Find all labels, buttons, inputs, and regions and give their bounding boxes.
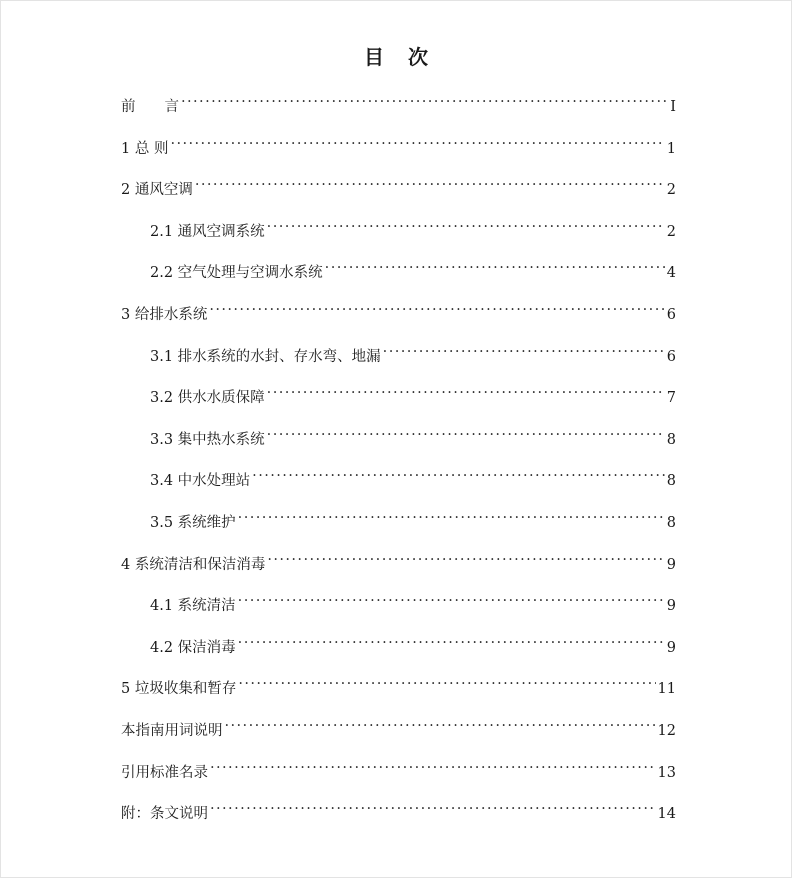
toc-entry-page: 7 (666, 390, 676, 407)
dot-leader (225, 709, 656, 735)
dot-leader (267, 376, 665, 402)
toc-entry[interactable] (150, 251, 676, 282)
toc-entry-label: 本指南用词说明 (121, 723, 223, 739)
toc-entry[interactable] (121, 709, 676, 739)
dot-leader (170, 127, 664, 153)
toc-entry[interactable] (150, 210, 676, 240)
toc-entry-page: 8 (666, 431, 676, 448)
toc-entry-label: 3.4 中水处理站 (150, 473, 251, 490)
toc-entry-label: 前 言 (121, 99, 179, 115)
toc-entry[interactable] (150, 335, 676, 365)
toc-entry-page: 12 (657, 723, 676, 739)
toc-entry-page: 2 (666, 182, 676, 199)
toc-entry[interactable] (121, 751, 676, 781)
toc-entry-page: 11 (657, 681, 676, 698)
toc-entry-page: 9 (666, 556, 676, 573)
toc-entry[interactable] (150, 459, 676, 490)
toc-entry[interactable] (121, 792, 676, 823)
toc-entry-label: 4.2 保洁消毒 (150, 639, 236, 656)
dot-leader (195, 168, 665, 194)
dot-leader (267, 210, 665, 236)
toc-entry-page: 8 (666, 515, 676, 531)
toc-entry[interactable] (121, 667, 676, 698)
toc-entry-page: 4 (666, 265, 676, 282)
dot-leader (238, 501, 665, 527)
dot-leader (267, 418, 665, 444)
dot-leader (210, 792, 656, 818)
dot-leader (209, 293, 664, 319)
toc-entry-label: 4.1 系统清洁 (150, 598, 236, 615)
toc-entry-page: 1 (666, 140, 676, 157)
toc-title (1, 41, 792, 70)
toc-entry[interactable] (121, 85, 676, 115)
toc-title-char-2: 次 (408, 45, 430, 69)
dot-leader (383, 335, 665, 361)
dot-leader (181, 85, 668, 111)
toc-entry-page: 13 (657, 764, 676, 781)
toc-entry-label: 引用标准名录 (121, 764, 208, 781)
toc-entry-label: 3.1 排水系统的水封、存水弯、地漏 (150, 348, 381, 365)
toc-entry[interactable] (150, 626, 676, 656)
toc-entry-label: 4 系统清洁和保洁消毒 (121, 556, 266, 573)
toc-entry[interactable] (150, 376, 676, 407)
toc-entry-label: 5 垃圾收集和暂存 (121, 681, 237, 698)
dot-leader (238, 626, 665, 652)
toc-entry-page: 6 (666, 348, 676, 365)
toc-entry-label: 附：条文说明 (121, 806, 208, 823)
toc-entry-label: 2 通风空调 (121, 182, 193, 199)
toc-entry[interactable] (121, 543, 676, 573)
toc-title-char-1: 目 (364, 45, 386, 69)
toc-entry[interactable] (121, 293, 676, 323)
toc-entry[interactable] (150, 418, 676, 448)
dot-leader (267, 543, 664, 569)
dot-leader (238, 584, 665, 610)
toc-entry[interactable] (121, 168, 676, 199)
toc-entry[interactable] (150, 501, 676, 531)
toc-entry-page: 8 (666, 473, 676, 490)
toc-entry-page: 6 (666, 307, 676, 323)
toc-entry-page: I (670, 99, 676, 115)
toc-entry-label: 2.1 通风空调系统 (150, 223, 265, 240)
toc-entry-page: 14 (657, 806, 676, 823)
dot-leader (210, 751, 656, 777)
toc-entry-label: 1 总 则 (121, 140, 169, 157)
dot-leader (238, 667, 655, 693)
toc-entry[interactable] (150, 584, 676, 615)
toc-entry-label: 2.2 空气处理与空调水系统 (150, 265, 323, 282)
toc-entry-page: 2 (666, 223, 676, 240)
toc-entry-page: 9 (666, 598, 676, 615)
toc-entry-label: 3.3 集中热水系统 (150, 431, 265, 448)
dot-leader (325, 251, 665, 277)
toc-entry-page: 9 (666, 639, 676, 656)
toc-entry-label: 3.2 供水水质保障 (150, 390, 265, 407)
toc-entry-label: 3 给排水系统 (121, 307, 208, 323)
toc-entry-label: 3.5 系统维护 (150, 515, 236, 531)
toc-entry[interactable] (121, 127, 676, 157)
dot-leader (252, 459, 665, 485)
